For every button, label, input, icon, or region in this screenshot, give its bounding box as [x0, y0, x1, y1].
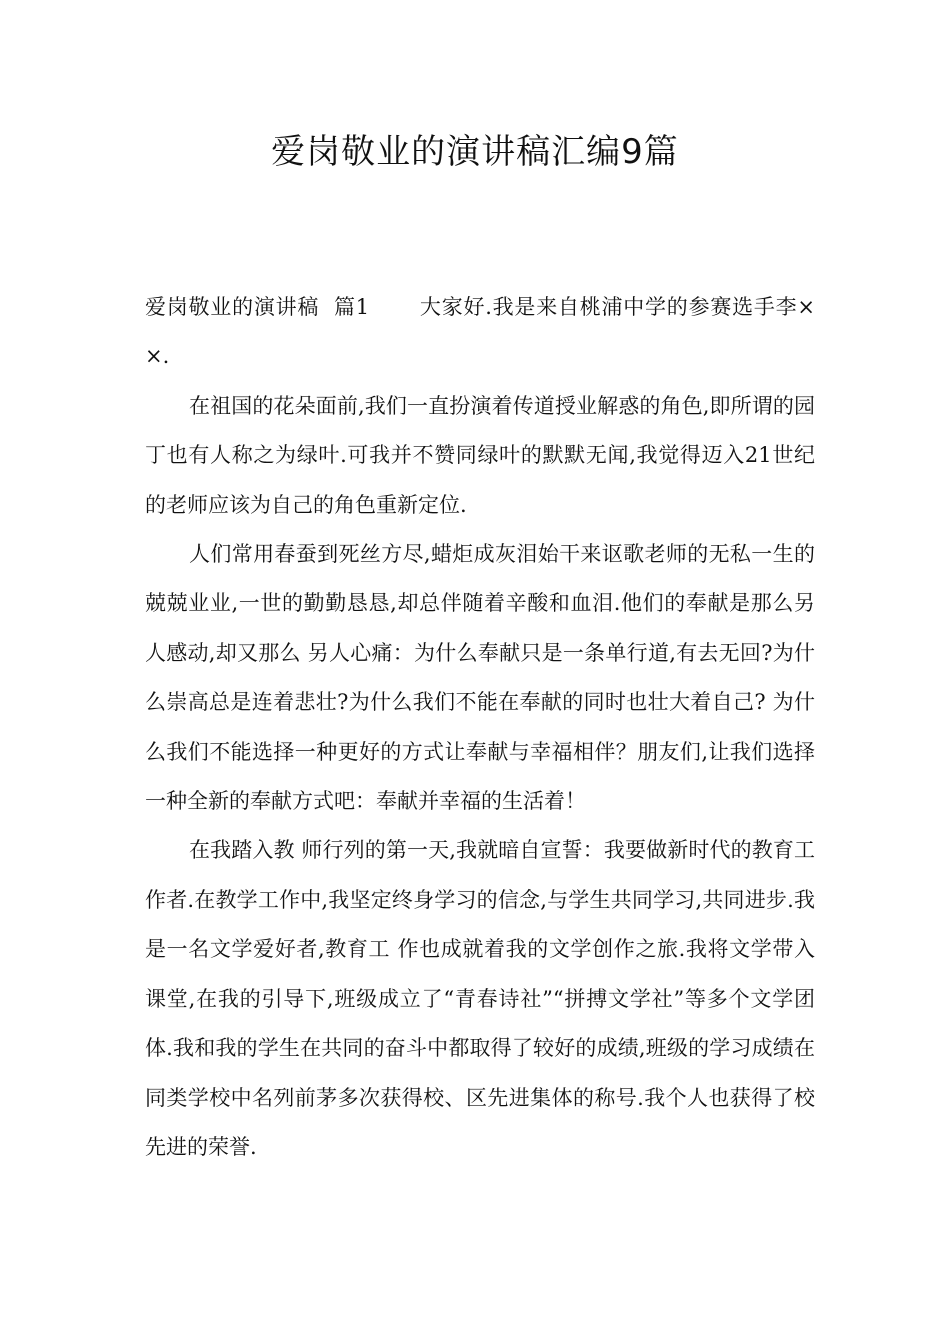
paragraph-intro: [145, 283, 815, 382]
section-heading: 爱岗敬业的演讲稿 篇1: [145, 295, 370, 319]
intro-text: 大家好.我是来自桃浦中学的参赛选手李××.: [145, 295, 815, 369]
document-body: [145, 283, 815, 1172]
paragraph-3: 在我踏入教 师行列的第一天,我就暗自宣誓：我要做新时代的教育工作者.在教学工作中,我坚定终身学习的信念,与学生共同学习,共同进步.我是一名文学爱好者,教育工 作也成就着我的文学创作之旅.我将文学带入课堂,在我的引导下,班级成立了“青春诗社”“拼搏文学社”等多个文学团体.我和我的学生在共同的奋斗中都取得了较好的成绩,班级的学习成绩在同类学校中名列前茅多次获得校、区先进集体的称号.我个人也获得了校先进的荣誉.: [145, 838, 815, 1159]
document-title: 爱岗敬业的演讲稿汇编9篇: [271, 132, 679, 172]
paragraph-2: 人们常用春蚕到死丝方尽,蜡炬成灰泪始干来讴歌老师的无私一生的兢兢业业,一世的勤勤恳恳,却总伴随着辛酸和血泪.他们的奉献是那么另人感动,却又那么 另人心痛：为什么奉献只是一条单行道,有去无回?为什么崇高总是连着悲壮?为什么我们不能在奉献的同时也壮大着自己? 为什么我们不能选择一种更好的方式让奉献与幸福相伴？朋友们,让我们选择一种全新的奉献方式吧：奉献并幸福的生活着！: [145, 542, 815, 814]
paragraph-1: 在祖国的花朵面前,我们一直扮演着传道授业解惑的角色,即所谓的园丁也有人称之为绿叶.可我并不赞同绿叶的默默无闻,我觉得迈入21世纪的老师应该为自己的角色重新定位.: [145, 393, 815, 517]
